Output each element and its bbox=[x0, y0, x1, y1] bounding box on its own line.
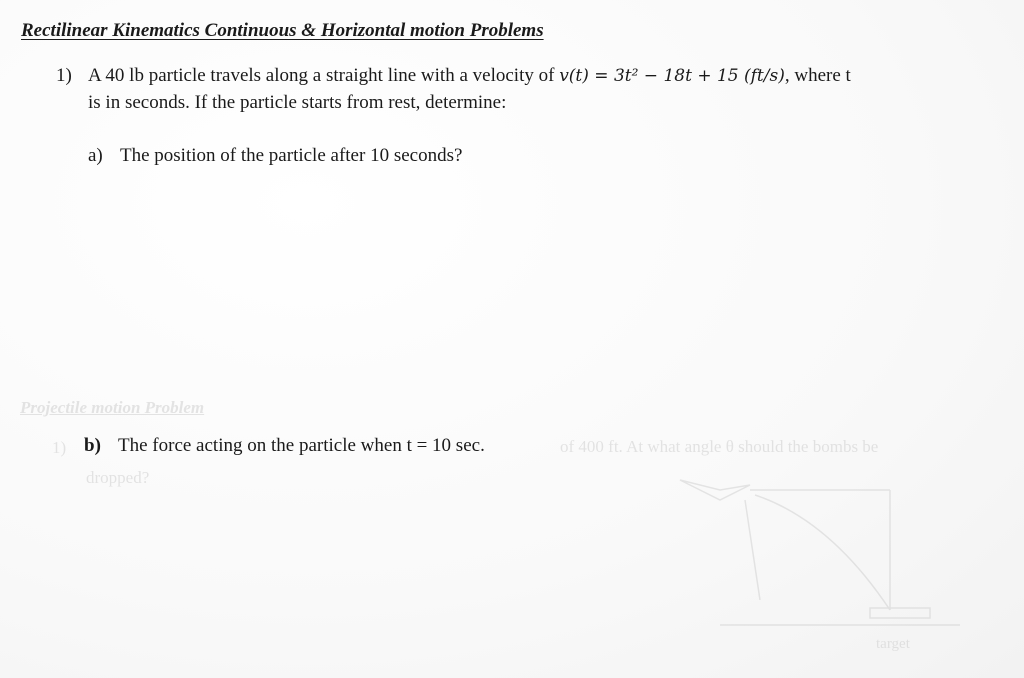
part-b-text: The force acting on the particle when t = 10 sec. bbox=[118, 435, 485, 456]
part-a bbox=[88, 145, 462, 167]
bleed-through-line2: dropped? bbox=[86, 468, 150, 487]
bleed-through-line1: of 400 ft. At what angle θ should the bombs be bbox=[560, 437, 879, 456]
question-text-tail: , where t bbox=[784, 65, 851, 86]
part-b bbox=[84, 435, 485, 457]
velocity-equation: v(t) = 3t² − 18t + 15 (ft/s) bbox=[559, 66, 785, 86]
question-text-start: A 40 lb particle travels along a straight line with a velocity of bbox=[88, 65, 560, 86]
question-line-1 bbox=[88, 65, 851, 87]
bleed-through-heading: Projectile motion Problem bbox=[20, 398, 205, 417]
page-title: Rectilinear Kinematics Continuous & Horizontal motion Problems bbox=[21, 20, 544, 41]
part-a-label: a) bbox=[88, 145, 103, 166]
bleed-through-figure-label: target bbox=[876, 636, 910, 652]
part-b-label: b) bbox=[84, 435, 101, 456]
part-a-text: The position of the particle after 10 seconds? bbox=[120, 145, 463, 166]
bleed-through-number: 1) bbox=[52, 438, 67, 457]
bleed-through-figure bbox=[660, 460, 980, 660]
question-line-2: is in seconds. If the particle starts from rest, determine: bbox=[88, 92, 507, 113]
question-number: 1) bbox=[56, 65, 72, 86]
